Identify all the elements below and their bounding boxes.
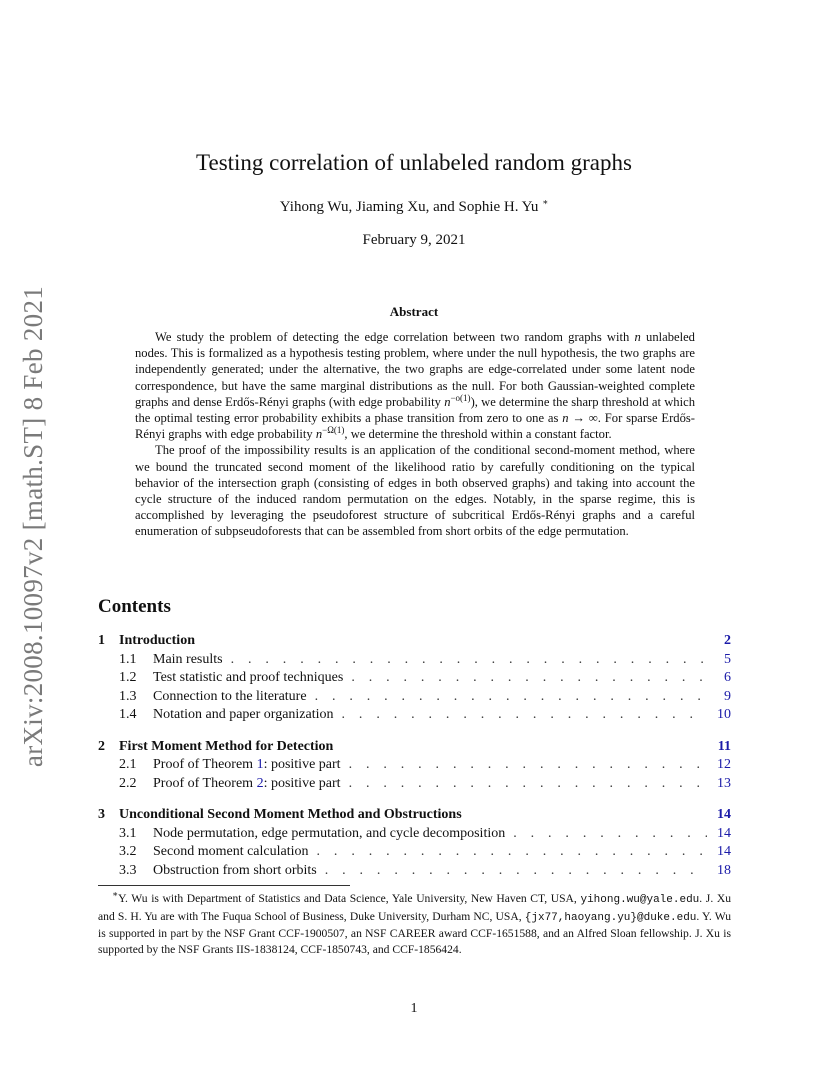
email-duke: {jx77,haoyang.yu}@duke.edu	[524, 911, 697, 924]
toc-section-1[interactable]: 1 Introduction 2	[98, 633, 731, 648]
toc-leader-dots	[342, 707, 707, 723]
toc-page-link[interactable]: 12	[717, 757, 731, 772]
abstract-paragraph-2: The proof of the impossibility results is an application of the conditional second-moment method, where we bound the truncated second moment of the likelihood ratio by carefully conditioning on the typical behavior of the intersection graph (consisting of edges in both observed graphs) and taking into account the cycle structure of the induced random permutation on the edges. Notably, in the sparse regime, this is accomplished by leveraging the pseudoforest structure of subcritical Erdős-Rényi graphs and a careful enumeration of subpseudoforests that can be assembled from short orbits of the edge permutation.	[135, 443, 695, 539]
toc-leader-dots	[231, 652, 707, 668]
toc-subsection-1-1[interactable]: 1.1 Main results . . . 5	[98, 652, 731, 671]
toc-subsection-3-1[interactable]: 3.1 Node permutation, edge permutation, and cycle decomposition . . . 14	[98, 826, 731, 845]
toc-subsection-1-4[interactable]: 1.4 Notation and paper organization . . . 10	[98, 707, 731, 726]
author-footnote: ∗Y. Wu is with Department of Statistics and Data Science, Yale University, New Haven CT, USA, yihong.wu@yale.edu. J. Xu and S. H. Yu are with The Fuqua School of Business, Duke University, Durham NC, USA, {jx77,haoyang.yu}@duke.edu. Y. Wu is supported in part by the NSF Grant CCF-1900507, an NSF CAREER award CCF-1651588, and an Alfred Sloan fellowship. J. Xu is supported by the NSF Grants IIS-1838124, CCF-1850743, and CCF-1856424.	[98, 889, 732, 956]
toc-subsection-3-3[interactable]: 3.3 Obstruction from short orbits . . . 18	[98, 863, 731, 882]
toc-section-2[interactable]: 2 First Moment Method for Detection 11	[98, 738, 731, 754]
toc-page-link[interactable]: 18	[717, 862, 731, 878]
arxiv-identifier-stamp	[14, 286, 54, 766]
contents-heading: Contents	[98, 596, 171, 617]
toc-leader-dots	[349, 776, 707, 792]
author-list	[0, 199, 828, 216]
page-number: 1	[410, 1001, 418, 1016]
toc-subsection-1-2[interactable]: 1.2 Test statistic and proof techniques . . . 6	[98, 670, 731, 689]
toc-page-link[interactable]: 5	[724, 651, 731, 667]
toc-page-link[interactable]: 2	[724, 633, 731, 648]
toc-section-3[interactable]: 3 Unconditional Second Moment Method and Obstructions 14	[98, 807, 731, 822]
toc-subsection-3-2[interactable]: 3.2 Second moment calculation . . . 14	[98, 844, 731, 863]
toc-page-link[interactable]: 14	[717, 825, 731, 841]
toc-page-link[interactable]: 9	[724, 688, 731, 704]
paper-date: February 9, 2021	[362, 232, 466, 248]
toc-subsection-2-2[interactable]: 2.2 Proof of Theorem 2: positive part . . . 13	[98, 776, 731, 795]
table-of-contents	[98, 633, 731, 881]
author-names: Yihong Wu, Jiaming Xu, and Sophie H. Yu	[279, 199, 539, 215]
abstract-paragraph-1: We study the problem of detecting the edge correlation between two random graphs with n unlabeled nodes. This is formalized as a hypothesis testing problem, where under the null hypothesis, the two graphs are independently generated; under the alternative, the two graphs are edge-correlated under some latent node correspondence, but have the same marginal distributions as the null. For both Gaussian-weighted complete graphs and dense Erdős-Rényi graphs (with edge probability $n^{-o(1)}$), we determine the sharp threshold at which the optimal testing error probability exhibits a phase transition from zero to one as n → ∞. For sparse Erdős-Rényi graphs with edge probability $n^{-\Omega(1)}$, we determine the threshold within a constant factor.	[135, 330, 695, 442]
toc-leader-dots	[317, 844, 707, 860]
toc-page-link[interactable]: 14	[717, 807, 731, 822]
toc-leader-dots	[349, 757, 707, 773]
footnote-rule	[98, 885, 350, 886]
toc-page-link[interactable]: 10	[717, 707, 731, 722]
author-footnote-mark[interactable]: ∗	[542, 197, 549, 207]
theorem-reference-link[interactable]: 1	[256, 757, 264, 772]
toc-leader-dots	[325, 863, 707, 879]
toc-page-link[interactable]: 13	[717, 775, 731, 791]
toc-page-link[interactable]: 11	[717, 738, 731, 754]
abstract-heading: Abstract	[389, 304, 439, 319]
abstract-body	[135, 329, 695, 540]
toc-page-link[interactable]: 14	[717, 844, 731, 859]
toc-leader-dots	[315, 689, 707, 705]
email-yihong-wu: yihong.wu@yale.edu	[580, 894, 700, 906]
footnote-mark: ∗	[112, 889, 119, 900]
toc-subsection-1-3[interactable]: 1.3 Connection to the literature . . . 9	[98, 689, 731, 708]
arxiv-identifier-text: arXiv:2008.10097v2 [math.ST] 8 Feb 2021	[18, 285, 49, 767]
toc-page-link[interactable]: 6	[724, 670, 731, 685]
paper-title: Testing correlation of unlabeled random graphs	[196, 150, 632, 175]
toc-subsection-2-1[interactable]: 2.1 Proof of Theorem 1: positive part . . . 12	[98, 757, 731, 776]
toc-leader-dots	[513, 826, 707, 842]
toc-leader-dots	[351, 670, 707, 686]
theorem-reference-link[interactable]: 2	[256, 775, 264, 791]
